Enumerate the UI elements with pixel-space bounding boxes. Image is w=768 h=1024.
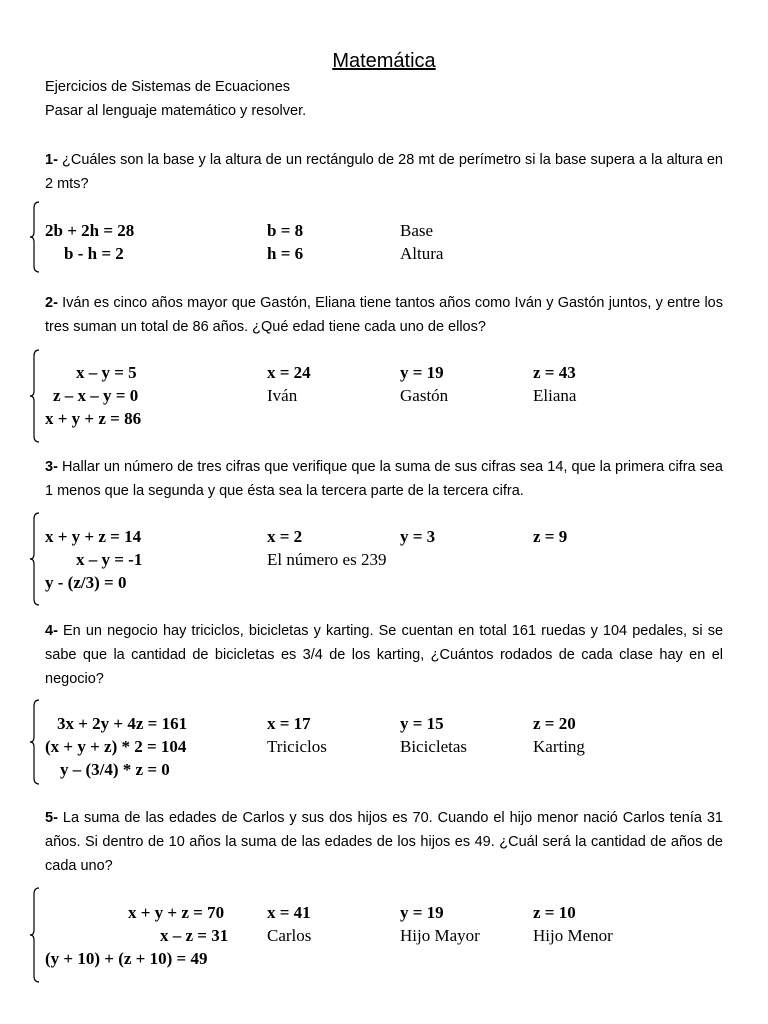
problem-4-number: 4-	[45, 623, 58, 639]
problem-5-text: La suma de las edades de Carlos y sus dos hijos es 70. Cuando el hijo menor nació Carlos tenía 31 años. Si dentro de 10 años la suma de las edades de los hijos es 49. ¿Cuál será la cantidad de años de cada uno?	[45, 810, 723, 874]
problem-2-equation-1: x – y = 5	[76, 363, 137, 382]
problem-3-result: El número es 239	[267, 550, 387, 569]
subtitle-exercises: Ejercicios de Sistemas de Ecuaciones	[45, 79, 291, 95]
problem-1-statement	[45, 148, 723, 196]
problem-4-label-karting: Karting	[533, 737, 585, 756]
problem-1-label-altura: Altura	[400, 244, 444, 263]
problem-2-equation-2: z – x – y = 0	[53, 386, 139, 405]
problem-3-statement	[45, 455, 723, 503]
problem-2-solution-x: x = 24	[267, 363, 311, 382]
page-title: Matemática	[332, 50, 436, 72]
problem-4-solution-y: y = 15	[400, 714, 444, 733]
problem-5-equation-3: (y + 10) + (z + 10) = 49	[45, 949, 208, 968]
subtitle-instructions: Pasar al lenguaje matemático y resolver.	[45, 103, 307, 119]
problem-2-equation-3: x + y + z = 86	[45, 409, 142, 428]
problem-4-text: En un negocio hay triciclos, bicicletas y karting. Se cuentan en total 161 ruedas y 104 pedales, si se sabe que la cantidad de bicicletas es 3/4 de los karting, ¿Cuántos rodados de cada clase hay en el negocio?	[45, 623, 724, 687]
problem-2-label-ivan: Iván	[267, 386, 298, 405]
brace-icon	[30, 888, 42, 982]
problem-3-equation-3: y - (z/3) = 0	[45, 573, 127, 592]
problem-4-label-bicicletas: Bicicletas	[400, 737, 468, 756]
problem-4-equation-1: 3x + 2y + 4z = 161	[57, 714, 188, 733]
problem-4-equation-2: (x + y + z) * 2 = 104	[45, 737, 187, 756]
problem-4-statement	[45, 619, 723, 691]
problem-4-label-triciclos: Triciclos	[267, 737, 327, 756]
problem-1-text: ¿Cuáles son la base y la altura de un rectángulo de 28 mt de perímetro si la base supera a la altura en 2 mts?	[45, 152, 723, 192]
problem-3-equation-2: x – y = -1	[76, 550, 143, 569]
problem-4-equation-3: y – (3/4) * z = 0	[60, 760, 170, 779]
problem-1-equation-1: 2b + 2h = 28	[45, 221, 135, 240]
problem-2-solution-z: z = 43	[533, 363, 576, 382]
problem-3-solution-y: y = 3	[400, 527, 436, 546]
problem-5-label-hijo-menor: Hijo Menor	[533, 926, 613, 945]
problem-2-solution-y: y = 19	[400, 363, 444, 382]
problem-5-equation-1: x + y + z = 70	[128, 903, 225, 922]
brace-icon	[30, 202, 42, 272]
problem-1-solution-b: b = 8	[267, 221, 304, 240]
problem-5-number: 5-	[45, 810, 58, 826]
problem-1-equation-2: b - h = 2	[64, 244, 124, 263]
problem-4-solution-z: z = 20	[533, 714, 576, 733]
problem-5-solution-x: x = 41	[267, 903, 311, 922]
problem-2-text: Iván es cinco años mayor que Gastón, Eliana tiene tantos años como Iván y Gastón juntos, y entre los tres suman un total de 86 años. ¿Qué edad tiene cada uno de ellos?	[45, 295, 723, 335]
problem-5-label-hijo-mayor: Hijo Mayor	[400, 926, 480, 945]
problem-2-number: 2-	[45, 295, 58, 311]
problem-2-label-gaston: Gastón	[400, 386, 449, 405]
problem-5-solution-z: z = 10	[533, 903, 576, 922]
problem-2-statement	[45, 291, 723, 339]
problem-4-solution-x: x = 17	[267, 714, 311, 733]
problem-1-label-base: Base	[400, 221, 434, 240]
problem-5-label-carlos: Carlos	[267, 926, 312, 945]
problem-5-statement	[45, 806, 723, 878]
problem-3-solution-x: x = 2	[267, 527, 303, 546]
problem-3-equation-1: x + y + z = 14	[45, 527, 142, 546]
problem-1-number: 1-	[45, 152, 58, 168]
problem-3-solution-z: z = 9	[533, 527, 568, 546]
brace-icon	[30, 700, 42, 784]
problem-2-label-eliana: Eliana	[533, 386, 577, 405]
brace-icon	[30, 350, 42, 442]
problem-5-solution-y: y = 19	[400, 903, 444, 922]
problem-3-number: 3-	[45, 459, 58, 475]
problem-1-solution-h: h = 6	[267, 244, 304, 263]
brace-icon	[30, 513, 42, 605]
problem-5-equation-2: x – z = 31	[160, 926, 229, 945]
problem-3-text: Hallar un número de tres cifras que verifique que la suma de sus cifras sea 14, que la primera cifra sea 1 menos que la segunda y que ésta sea la tercera parte de la tercera cifra.	[45, 459, 723, 499]
